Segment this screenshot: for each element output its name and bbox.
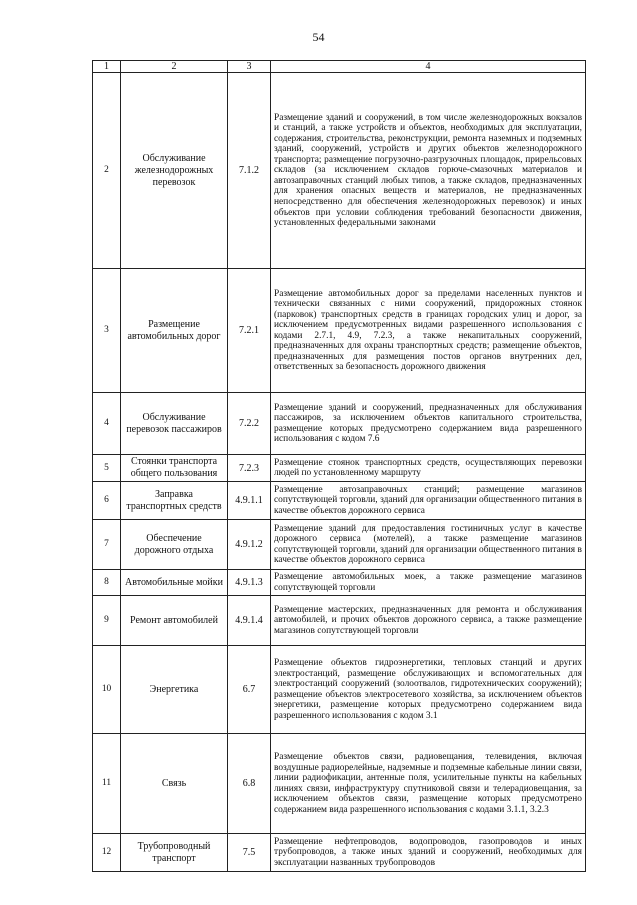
- table-header-row: [93, 61, 586, 73]
- use-type-code: 4.9.1.1: [228, 482, 271, 520]
- row-number: 3: [93, 269, 121, 393]
- table-row: [93, 834, 586, 872]
- use-type-name: Ремонт автомобилей: [121, 596, 228, 646]
- header-cell: 1: [93, 61, 121, 73]
- use-type-code: 4.9.1.4: [228, 596, 271, 646]
- row-number: 5: [93, 455, 121, 482]
- use-type-code: 6.8: [228, 734, 271, 834]
- row-number: 8: [93, 570, 121, 596]
- use-type-code: 4.9.1.3: [228, 570, 271, 596]
- table-row: [93, 455, 586, 482]
- use-type-name: Связь: [121, 734, 228, 834]
- row-number: 11: [93, 734, 121, 834]
- use-type-name: Обслуживание перевозок пассажиров: [121, 393, 228, 455]
- use-type-name: Размещение автомобильных дорог: [121, 269, 228, 393]
- use-type-name: Обеспечение дорожного отдыха: [121, 520, 228, 570]
- table-row: [93, 73, 586, 269]
- row-number: 2: [93, 73, 121, 269]
- use-type-code: 7.5: [228, 834, 271, 872]
- table-row: [93, 596, 586, 646]
- row-number: 12: [93, 834, 121, 872]
- row-number: 4: [93, 393, 121, 455]
- header-cell: 2: [121, 61, 228, 73]
- row-number: 7: [93, 520, 121, 570]
- table-row: [93, 269, 586, 393]
- table-row: [93, 646, 586, 734]
- page-number: 54: [312, 30, 325, 44]
- use-type-code: 7.2.2: [228, 393, 271, 455]
- use-type-code: 6.7: [228, 646, 271, 734]
- use-type-name: Стоянки транспорта общего пользования: [121, 455, 228, 482]
- use-type-code: 7.2.1: [228, 269, 271, 393]
- use-type-description: Размещение автомобильных моек, а также размещение магазинов сопутствующей торговли: [271, 570, 586, 596]
- use-type-description: Размещение зданий и сооружений, предназначенных для обслуживания пассажиров, за исключением объектов капитального строительства, размещение которых предусмотрено содержанием вида разрешенного использования с кодом 7.6: [271, 393, 586, 455]
- use-type-code: 7.2.3: [228, 455, 271, 482]
- row-number: 6: [93, 482, 121, 520]
- land-use-table: [92, 60, 586, 872]
- use-type-description: Размещение объектов гидроэнергетики, тепловых станций и других электростанций, размещение обслуживающих и вспомогательных для электростанций сооружений (золоотвалов, гидротехнических сооружений); размещение объектов электросетевого хозяйства, за исключением объектов энергетики, размещение которых предусмотрено содержанием вида разрешенного использования с кодом 3.1: [271, 646, 586, 734]
- table-row: [93, 734, 586, 834]
- use-type-name: Обслуживание железнодорожных перевозок: [121, 73, 228, 269]
- use-type-description: Размещение автозаправочных станций; размещение магазинов сопутствующей торговли, зданий для организации общественного питания в качестве объектов дорожного сервиса: [271, 482, 586, 520]
- use-type-name: Автомобильные мойки: [121, 570, 228, 596]
- use-type-name: Трубопроводный транспорт: [121, 834, 228, 872]
- table-row: [93, 520, 586, 570]
- row-number: 10: [93, 646, 121, 734]
- table-row: [93, 570, 586, 596]
- use-type-description: Размещение автомобильных дорог за пределами населенных пунктов и технически связанных с ними сооружений, придорожных стоянок (парковок) транспортных средств в границах городских улиц и дорог, за исключением предусмотренных видами разрешенного использования с кодами 2.7.1, 4.9, 7.2.3, а также некапитальных сооружений, предназначенных для охраны транспортных средств; размещение объектов, предназначенных для размещения постов органов внутренних дел, ответственных за безопасность дорожного движения: [271, 269, 586, 393]
- row-number: 9: [93, 596, 121, 646]
- use-type-description: Размещение зданий для предоставления гостиничных услуг в качестве дорожного сервиса (мотелей), а также размещение магазинов сопутствующей торговли, зданий для организации общественного питания в качестве объектов дорожного сервиса: [271, 520, 586, 570]
- table-row: [93, 482, 586, 520]
- use-type-name: Энергетика: [121, 646, 228, 734]
- use-type-description: Размещение зданий и сооружений, в том числе железнодорожных вокзалов и станций, а также устройств и объектов, необходимых для эксплуатации, содержания, строительства, реконструкции, ремонта наземных и подземных зданий, сооружений, устройств и других объектов железнодорожного транспорта; размещение погрузочно-разгрузочных площадок, прирельсовых складов (за исключением складов горюче-смазочных материалов и автозаправочных станций любых типов, а также складов, предназначенных для хранения опасных веществ и материалов, не предназначенных непосредственно для обеспечения железнодорожных перевозок) и иных объектов при условии соблюдения требований безопасности движения, установленных федеральными законами: [271, 73, 586, 269]
- use-type-description: Размещение нефтепроводов, водопроводов, газопроводов и иных трубопроводов, а также иных зданий и сооружений, необходимых для эксплуатации названных трубопроводов: [271, 834, 586, 872]
- use-type-code: 7.1.2: [228, 73, 271, 269]
- use-type-code: 4.9.1.2: [228, 520, 271, 570]
- use-type-name: Заправка транспортных средств: [121, 482, 228, 520]
- use-type-description: Размещение мастерских, предназначенных для ремонта и обслуживания автомобилей, и прочих объектов дорожного сервиса, а также размещение магазинов сопутствующей торговли: [271, 596, 586, 646]
- use-type-description: Размещение стоянок транспортных средств, осуществляющих перевозки людей по установленному маршруту: [271, 455, 586, 482]
- table-row: [93, 393, 586, 455]
- header-cell: 4: [271, 61, 586, 73]
- header-cell: 3: [228, 61, 271, 73]
- use-type-description: Размещение объектов связи, радиовещания, телевидения, включая воздушные радиорелейные, надземные и подземные кабельные линии связи, линии радиофикации, антенные поля, усилительные пункты на кабельных линиях связи, инфраструктуру спутниковой связи и телерадиовещания, за исключением объектов связи, размещение которых предусмотрено содержанием вида разрешенного использования с кодами 3.1.1, 3.2.3: [271, 734, 586, 834]
